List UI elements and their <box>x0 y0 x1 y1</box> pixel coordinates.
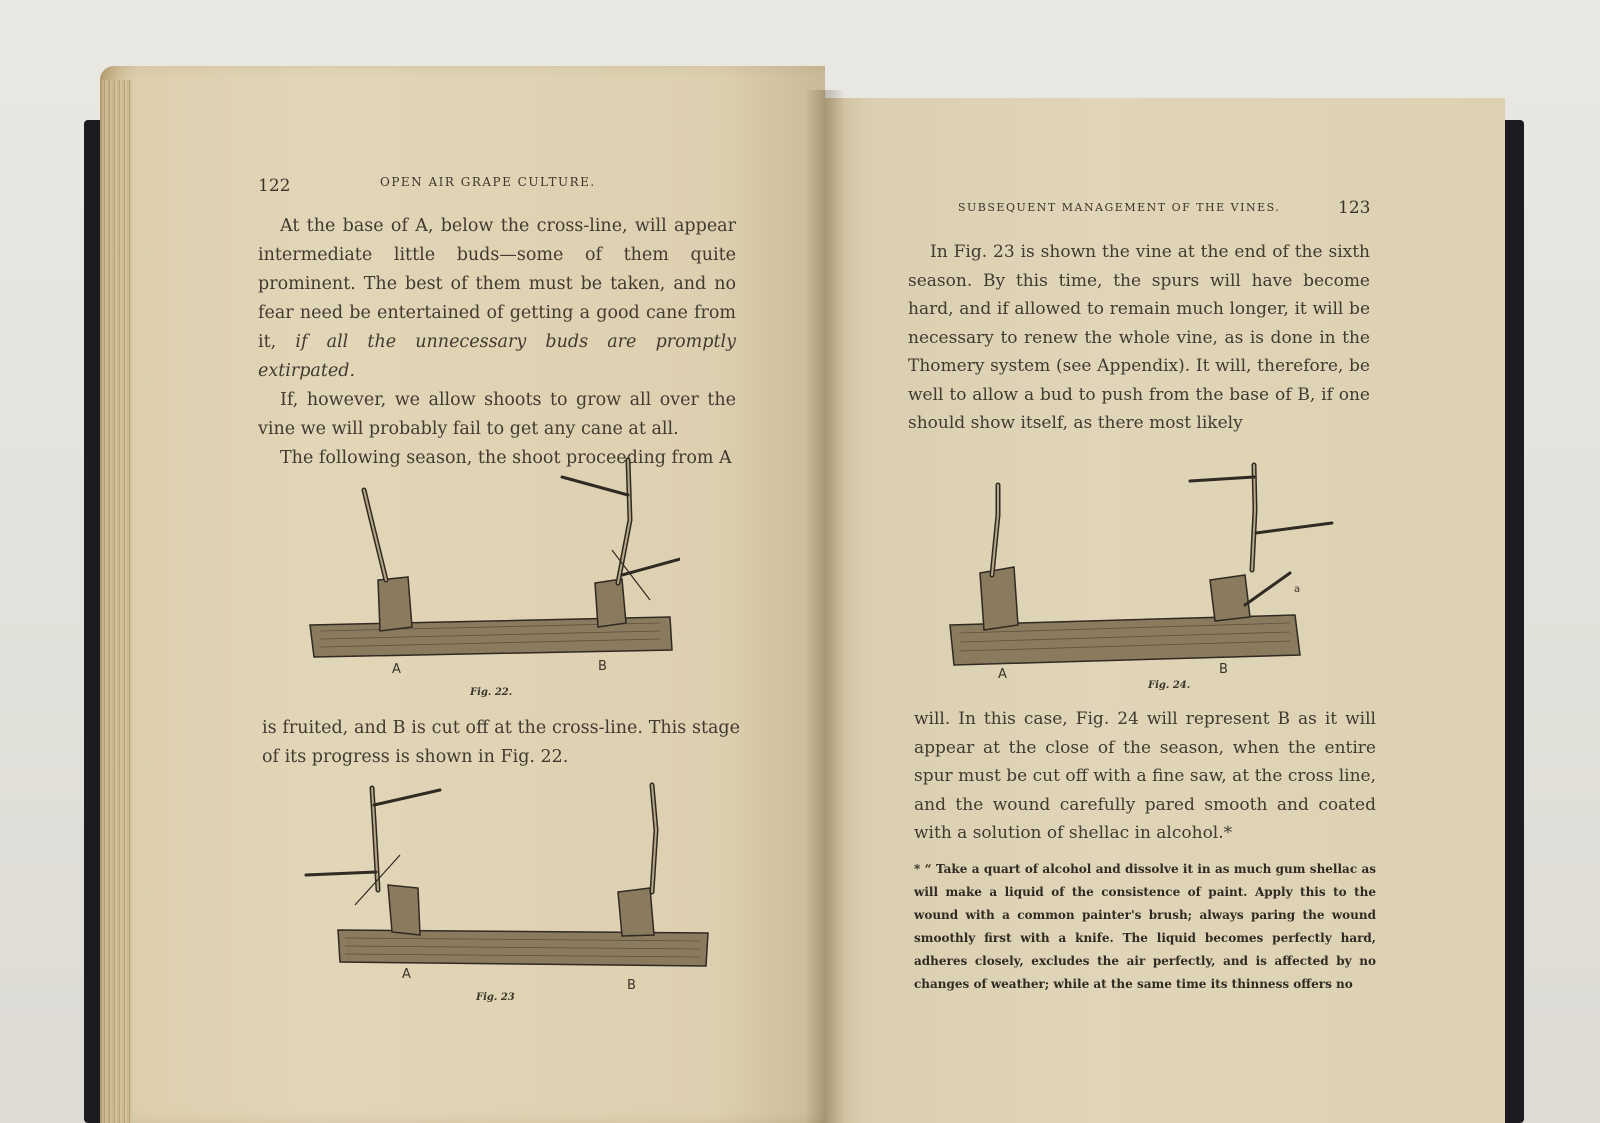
spur-a <box>378 577 412 631</box>
book-gutter <box>805 90 845 1123</box>
left-page-number: 122 <box>258 176 291 196</box>
twig-b-3 <box>1245 573 1290 605</box>
figure-22-label-a: A <box>392 662 401 677</box>
figure-24-label-a: A <box>998 667 1007 682</box>
figure-24-label-b: B <box>1219 662 1228 677</box>
figure-23-illustration <box>300 780 720 995</box>
figure-22-label-b: B <box>598 659 607 674</box>
twig-b-1 <box>562 477 628 495</box>
right-footnote: * “ Take a quart of alcohol and dissolve it in as much gum shellac as will make a liquid of the consistence of paint. Apply this to the wound with a common painter's brush; always paring the wound smoothly first with a knife. The liquid becomes perfectly hard, adheres closely, excludes the air perfectly, and is affected by no changes of weather; while at the same time its thinness offers no <box>914 862 1376 991</box>
spur-b <box>595 579 626 627</box>
figure-22-caption: Fig. 22. <box>470 687 513 698</box>
twig-b-2 <box>1256 523 1332 533</box>
twig-a-1 <box>374 790 440 805</box>
figure-24-caption: Fig. 24. <box>1148 680 1191 691</box>
figure-23-label-b: B <box>627 978 636 993</box>
right-text-block-2 <box>914 705 1376 848</box>
right-page-number: 123 <box>1338 198 1371 218</box>
twig-a-2 <box>306 872 376 875</box>
figure-23-label-a: A <box>402 967 411 982</box>
spur-a <box>980 567 1018 630</box>
left-paragraph-4: is fruited, and B is cut off at the cross-line. This stage of its progress is shown in Fig. 22. <box>262 718 740 767</box>
figure-23-caption: Fig. 23 <box>476 992 515 1003</box>
twig-b-2 <box>622 555 680 575</box>
page-edges <box>102 80 132 1123</box>
figure-22-illustration <box>300 455 680 685</box>
right-running-head: SUBSEQUENT MANAGEMENT OF THE VINES. <box>958 201 1281 214</box>
twig-b-1 <box>1190 477 1254 481</box>
left-paragraph-2: If, however, we allow shoots to grow all over the vine we will probably fail to get any cane at all. <box>258 390 736 439</box>
spur-a <box>388 885 420 935</box>
left-paragraph-3: The following season, the shoot proceeding from A <box>280 448 732 468</box>
figure-24-illustration <box>940 455 1340 695</box>
spur-b <box>618 888 654 936</box>
right-text-block-1 <box>908 238 1370 438</box>
right-paragraph-2: will. In this case, Fig. 24 will represent B as it will appear at the close of the season, when the entire spur must be cut off with a fine saw, at the cross line, and the wound carefully pared smooth and coated with a solution of shellac in alcohol.* <box>914 709 1376 843</box>
left-paragraph-1-italic: if all the unnecessary buds are promptly extirpated. <box>258 332 736 381</box>
left-text-block-2 <box>262 714 740 772</box>
spur-b <box>1210 575 1250 621</box>
figure-24-label-small: a <box>1294 584 1301 595</box>
left-text-block-1 <box>258 212 736 473</box>
left-running-head: OPEN AIR GRAPE CULTURE. <box>380 175 596 189</box>
left-paragraph-1: At the base of A, below the cross-line, will appear intermediate little buds—some of them quite prominent. The best of them must be taken, and no fear need be entertained of getting a good cane from it, if all the unnecessary buds are promptly extirpated. <box>258 216 736 381</box>
right-paragraph-1: In Fig. 23 is shown the vine at the end of the sixth season. By this time, the spurs will have become hard, and if allowed to remain much longer, it will be necessary to renew the whole vine, as is done in the Thomery system (see Appendix). It will, therefore, be well to allow a bud to push from the base of B, if one should show itself, as there most likely <box>908 242 1370 433</box>
